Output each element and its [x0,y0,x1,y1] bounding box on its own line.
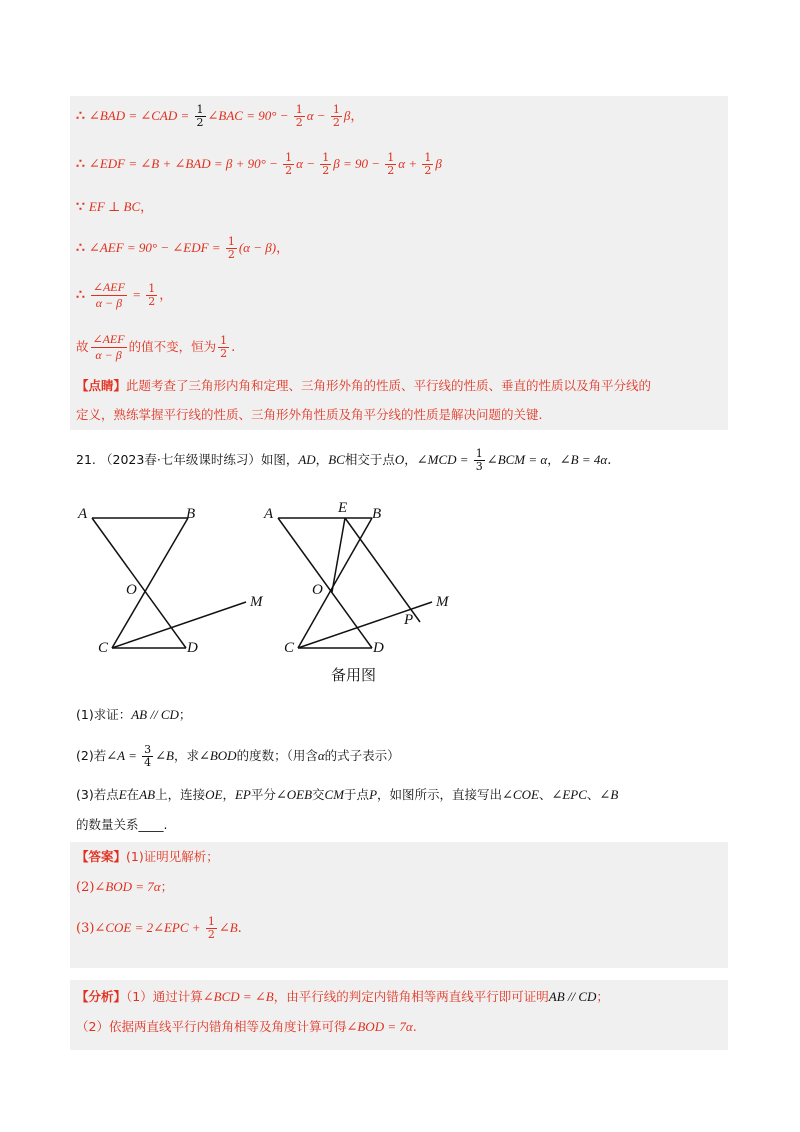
fraction-half: $\frac{1}{2}$ [148,282,156,308]
answer-line-3: (3)∠COE = 2∠EPC + $\frac{1}{2}$ ∠B. [76,915,242,941]
segment-ep-right [345,518,420,622]
solution-line-6: 故 $\frac{\text{∠AEF}}{\alpha - \beta}$ 的值不变，恒为 $\frac{1}{2}$ . [76,332,236,362]
fraction-aef: $\frac{\text{∠AEF}}{\alpha - \beta}$ [92,280,125,310]
answer-label: 【答案】 [76,849,127,864]
label-p-right: P [404,612,414,628]
question-3-line-2: 的数量关系____. [76,817,168,832]
solution-line-2: ∴ ∠EDF = ∠B + ∠BAD = β + 90° − $\frac{1}{2}$ α − $\frac{1}{2}$ β = 90 − $\frac{1}{2}$ α + $\frac{1}{2}$ β [76,151,442,177]
fraction-half: $\frac{1}{2}$ [295,103,303,129]
therefore-symbol: ∴ [76,240,85,256]
therefore-symbol: ∴ [76,156,85,172]
question-3-line-1: (3)若点E在AB上，连接OE，EP平分∠OEB交CM于点P，如图所示，直接写出∠COE、∠EPC、∠B [76,787,619,802]
analysis-line-1: 【分析】（1）通过计算∠BCD = ∠B，由平行线的判定内错角相等两直线平行即可证明AB // CD； [76,989,609,1004]
label-m-left: M [250,594,263,610]
label-c-right: C [284,640,295,656]
label-b-left: B [186,506,196,522]
analysis-line-2: （2）依据两直线平行内错角相等及角度计算可得∠BOD = 7α. [76,1019,417,1034]
label-d-right: D [373,640,384,656]
fraction-half: $\frac{1}{2}$ [424,151,432,177]
label-m-right: M [436,594,449,610]
solution-line-1: ∴ ∠BAD = ∠CAD = $\frac{1}{2}$ ∠BAC = 90° − $\frac{1}{2}$ α − $\frac{1}{2}$ β， [76,103,364,129]
question-1: (1)求证：AB // CD； [76,707,192,722]
problem-number: 21. [76,452,96,467]
label-c-left: C [98,640,109,656]
label-o-right: O [312,582,323,598]
label-a-left: A [78,506,88,522]
segment-ad-left [92,518,186,648]
fraction-half: $\frac{1}{2}$ [196,103,204,129]
segment-oe-right [332,518,345,592]
fraction-half: $\frac{1}{2}$ [227,235,235,261]
fraction-half: $\frac{1}{2}$ [207,915,215,941]
segment-bc-right [298,518,372,648]
dianjing-label: 【点睛】 [76,378,127,393]
answer-line-1: 【答案】(1)证明见解析； [76,849,219,864]
label-b-right: B [372,506,382,522]
ray-cm-left [112,602,246,648]
fraction-half: $\frac{1}{2}$ [322,151,330,177]
dianjing-line-2: 定义，熟练掌握平行线的性质、三角形外角性质及角平分线的性质是解决问题的关键. [76,407,543,422]
fraction-half: $\frac{1}{2}$ [285,151,293,177]
therefore-symbol: ∴ [76,287,85,303]
solution-line-5: ∴ $\frac{\text{∠AEF}}{\alpha - \beta}$ = $\frac{1}{2}$ ， [76,280,173,310]
dianjing-line-1: 【点睛】此题考查了三角形内角和定理、三角形外角的性质、平行线的性质、垂直的性质以及角平分线的 [76,378,652,393]
fraction-half: $\frac{1}{2}$ [220,334,228,360]
fraction-half: $\frac{1}{2}$ [332,103,340,129]
label-e-right: E [338,500,348,516]
problem-statement: 21. （2023春·七年级课时练习）如图，AD，BC相交于点O，∠MCD = $\frac{1}{3}$ ∠BCM = α，∠B = 4α. [76,447,612,473]
figure-caption: 备用图 [331,666,377,684]
fraction-half: $\frac{1}{2}$ [387,151,395,177]
segment-bc-left [112,518,188,648]
label-a-right: A [264,506,274,522]
question-2: (2)若∠A = $\frac{3}{4}$ ∠B，求∠BOD的度数；（用含α的式子表示） [76,743,400,769]
solution-line-4: ∴ ∠AEF = 90° − ∠EDF = $\frac{1}{2}$ (α − β)， [76,235,290,261]
analysis-label: 【分析】 [76,989,127,1004]
fraction-third: $\frac{1}{3}$ [475,447,483,473]
because-symbol: ∵ [76,199,85,215]
label-o-left: O [126,582,137,598]
label-d-left: D [187,640,198,656]
therefore-symbol: ∴ [76,108,85,124]
answer-line-2: (2)∠BOD = 7α； [76,879,174,895]
fraction-aef: $\frac{\text{∠AEF}}{\alpha - \beta}$ [92,332,125,362]
solution-line-3: ∵ EF ⊥ BC， [76,199,154,215]
segment-ad-right [278,518,372,648]
fraction-three-quarters: $\frac{3}{4}$ [144,743,152,769]
